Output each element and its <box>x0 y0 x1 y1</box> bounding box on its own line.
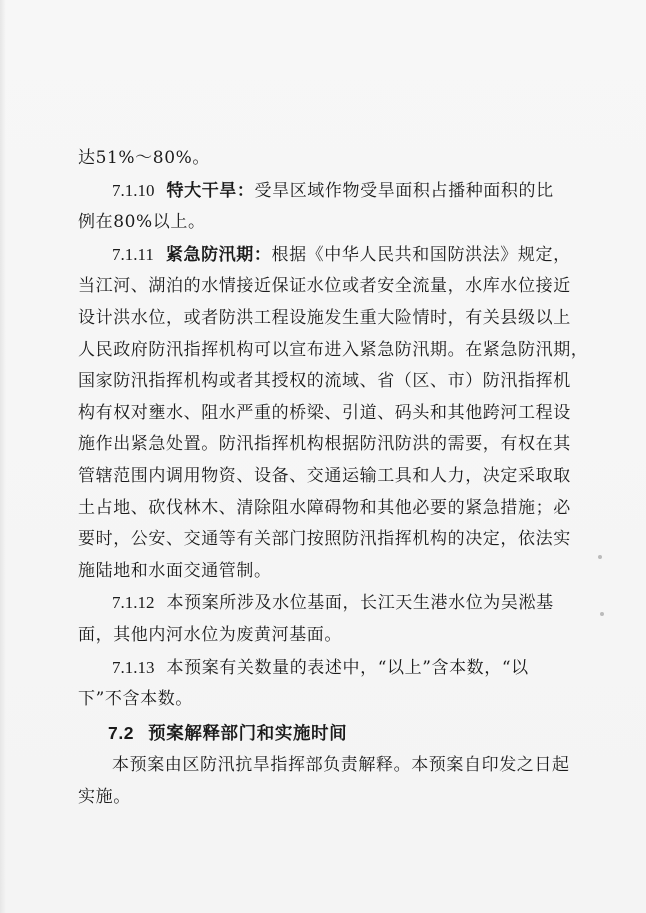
text-line: 设计洪水位，或者防洪工程设施发生重大险情时，有关县级以上 <box>78 307 571 328</box>
document-body <box>78 143 589 813</box>
text-line: 构有权对壅水、阻水严重的桥梁、引道、码头和其他跨河工程设 <box>78 402 571 423</box>
text-line: 下”不含本数。 <box>78 689 193 710</box>
paragraph-7-1-11 <box>78 239 571 272</box>
text-line: 人民政府防汛指挥机构可以宣布进入紧急防汛期。在紧急防汛期， <box>78 339 589 360</box>
clause-number: 7.1.10 <box>112 180 155 200</box>
clause-number: 7.1.12 <box>112 593 155 613</box>
text-line: 要时，公安、交通等有关部门按照防汛指挥机构的决定，依法实 <box>78 529 571 550</box>
text-line: 例在80%以上。 <box>78 212 206 233</box>
clause-number: 7.1.11 <box>112 244 154 264</box>
text-line: 达51%～80%。 <box>78 148 210 168</box>
term-heading: 特大干旱： <box>166 180 255 201</box>
scan-speck <box>598 555 602 559</box>
page-edge-shadow <box>0 0 6 913</box>
text-line: 国家防汛指挥机构或者其授权的流域、省（区、市）防汛指挥机 <box>78 371 571 392</box>
text-line: 本预案由区防汛抗旱指挥部负责解释。本预案自印发之日起 <box>112 755 570 776</box>
text-line: 施陆地和水面交通管制。 <box>78 560 272 581</box>
text-line: 实施。 <box>78 786 131 807</box>
text-line: 面，其他内河水位为废黄河基面。 <box>78 624 342 645</box>
section-heading-7-2 <box>78 718 560 751</box>
text-line: 当江河、湖泊的水情接近保证水位或者安全流量，水库水位接近 <box>78 276 571 297</box>
paragraph-7-1-13 <box>78 652 560 685</box>
paragraph-7-1-10 <box>78 175 560 208</box>
text-line: 土占地、砍伐林木、清除阻水障碍物和其他必要的紧急措施；必 <box>78 497 571 518</box>
text-line: 管辖范围内调用物资、设备、交通运输工具和人力，决定采取取 <box>78 465 571 486</box>
paragraph-7-1-12 <box>78 587 560 620</box>
scan-speck <box>600 612 604 616</box>
text-line: 本预案所涉及水位基面，长江天生港水位为吴淞基 <box>166 593 554 614</box>
section-title: 预案解释部门和实施时间 <box>148 723 348 744</box>
term-heading: 紧急防汛期： <box>165 244 272 265</box>
clause-number: 7.1.13 <box>112 657 155 677</box>
text-line: 施作出紧急处置。防汛指挥机构根据防汛防洪的需要，有权在其 <box>78 434 571 455</box>
section-number: 7.2 <box>108 722 135 743</box>
text-line: 本预案有关数量的表述中，“以上”含本数，“以 <box>166 657 529 678</box>
text-line: 受旱区域作物受旱面积占播种面积的比 <box>254 180 554 201</box>
text-line: 根据《中华人民共和国防洪法》规定， <box>271 244 571 265</box>
